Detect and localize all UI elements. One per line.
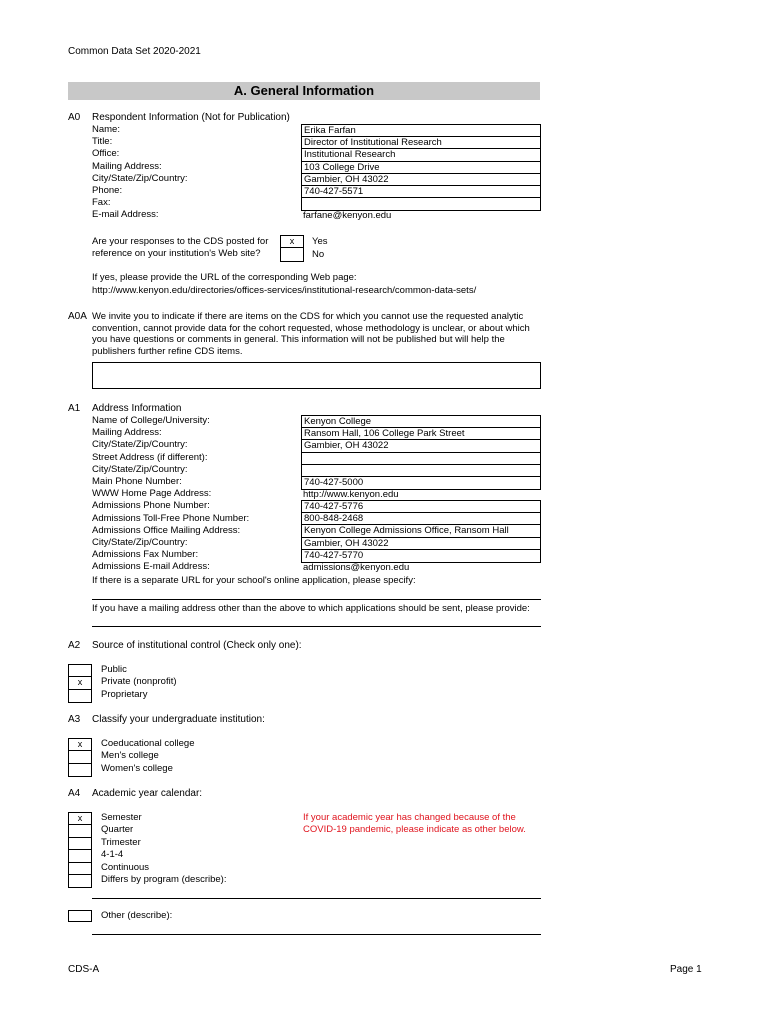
field-label: City/State/Zip/Country:	[92, 463, 188, 475]
other-checkbox[interactable]	[68, 910, 92, 922]
admissions-city-state-zip-field[interactable]: Gambier, OH 43022	[302, 538, 540, 550]
a3-checkboxes	[68, 738, 92, 777]
option-label: Quarter	[101, 824, 134, 836]
mens-college-checkbox[interactable]	[69, 751, 91, 763]
document-header: Common Data Set 2020-2021	[68, 46, 201, 57]
field-label: WWW Home Page Address:	[92, 488, 212, 500]
differs-line[interactable]	[92, 898, 541, 899]
mailing-prompt: If you have a mailing address other than the above to which applications should be sent, please provide:	[92, 603, 530, 614]
admissions-email-field[interactable]: admissions@kenyon.edu	[303, 562, 410, 573]
no-label: No	[312, 249, 325, 260]
mailing-line[interactable]	[92, 626, 541, 627]
main-phone-field[interactable]: 740-427-5000	[304, 476, 364, 488]
name-field[interactable]: Erika Farfan	[302, 125, 540, 137]
other-label: Other (describe):	[101, 910, 173, 921]
yes-label: Yes	[312, 236, 328, 247]
option-label: Continuous	[101, 861, 150, 873]
differs-checkbox[interactable]	[69, 875, 91, 887]
a0a-response-box[interactable]	[92, 362, 541, 389]
a0a-code: A0A	[68, 311, 87, 322]
field-label: Admissions Toll-Free Phone Number:	[92, 512, 250, 524]
covid-note	[303, 812, 526, 836]
posted-question-line: Are your responses to the CDS posted for	[92, 236, 269, 247]
a1-title: Address Information	[92, 403, 182, 414]
proprietary-checkbox[interactable]	[69, 690, 91, 702]
yes-checkbox[interactable]: x	[281, 236, 303, 248]
no-checkbox[interactable]	[281, 248, 303, 260]
field-label: E-mail Address:	[92, 209, 159, 221]
admissions-fax-field[interactable]: 740-427-5770	[304, 549, 364, 561]
field-label: Phone:	[92, 185, 123, 197]
field-label: Fax:	[92, 197, 111, 209]
other-line[interactable]	[92, 934, 541, 935]
a2-checkboxes	[68, 664, 92, 703]
city-state-zip-field[interactable]: Gambier, OH 43022	[302, 440, 540, 452]
a4-options	[101, 812, 226, 886]
option-label: Proprietary	[101, 688, 148, 700]
option-label: Public	[101, 664, 127, 675]
url-prompt: If yes, please provide the URL of the corresponding Web page:	[92, 272, 357, 283]
footer-left: CDS-A	[68, 964, 100, 975]
a2-options	[101, 664, 177, 701]
posted-checkboxes	[280, 235, 304, 262]
a0-labels	[92, 124, 188, 222]
a2-code: A2	[68, 640, 81, 651]
a1-labels	[92, 415, 249, 574]
online-app-prompt: If there is a separate URL for your school's online application, please specify:	[92, 575, 416, 586]
private-checkbox[interactable]: x	[69, 677, 91, 689]
field-label: Main Phone Number:	[92, 476, 182, 488]
covid-note-line: If your academic year has changed because of the	[303, 812, 516, 823]
url-value[interactable]: http://www.kenyon.edu/directories/offices-services/institutional-research/common-data-sets/	[92, 285, 477, 296]
mailing-address-field[interactable]: 103 College Drive	[302, 162, 540, 174]
mailing-address-field[interactable]: Ransom Hall, 106 College Park Street	[302, 428, 540, 440]
public-checkbox[interactable]	[69, 665, 91, 677]
street-address-field[interactable]	[302, 453, 540, 465]
field-label: Title:	[92, 136, 113, 148]
a4-checkboxes	[68, 812, 92, 888]
option-label: Private (nonprofit)	[101, 676, 177, 688]
field-label: Admissions Office Mailing Address:	[92, 524, 241, 536]
a0-code: A0	[68, 112, 81, 123]
www-field[interactable]: http://www.kenyon.edu	[303, 489, 399, 500]
college-name-field[interactable]: Kenyon College	[302, 416, 540, 428]
field-label: Name of College/University:	[92, 415, 210, 426]
posted-question	[92, 236, 268, 259]
a4-title: Academic year calendar:	[92, 788, 203, 799]
section-banner	[68, 82, 540, 100]
city-state-zip-2-field[interactable]	[302, 465, 540, 477]
option-label: 4-1-4	[101, 849, 124, 861]
coeducational-checkbox[interactable]: x	[69, 739, 91, 751]
option-label: Differs by program (describe):	[101, 874, 227, 886]
field-label: Admissions Phone Number:	[92, 500, 210, 512]
a4-code: A4	[68, 788, 81, 799]
option-label: Women's college	[101, 762, 173, 774]
field-label: City/State/Zip/Country:	[92, 439, 188, 451]
a0-title: Respondent Information (Not for Publication)	[92, 112, 290, 123]
email-field[interactable]: farfane@kenyon.edu	[303, 210, 392, 221]
trimester-checkbox[interactable]	[69, 838, 91, 850]
field-label: Street Address (if different):	[92, 451, 208, 463]
section-title: A. General Information	[233, 83, 375, 98]
admissions-phone-field[interactable]: 740-427-5776	[302, 501, 540, 513]
city-state-zip-field[interactable]: Gambier, OH 43022	[302, 174, 540, 186]
field-label: City/State/Zip/Country:	[92, 172, 188, 184]
a3-code: A3	[68, 714, 81, 725]
fax-field[interactable]	[302, 198, 540, 210]
option-label: Trimester	[101, 836, 141, 848]
field-label: Name:	[92, 124, 120, 135]
semester-checkbox[interactable]: x	[69, 813, 91, 825]
a0a-text: We invite you to indicate if there are items on the CDS for which you cannot use the requested analytic convention, cannot provide data for the cohort requested, whose methodology is unclear, or about which you have questions or comments in general. This information will not be published but will help the publishers further refine CDS items.	[92, 311, 530, 357]
phone-field[interactable]: 740-427-5571	[302, 186, 540, 198]
covid-note-line: COVID-19 pandemic, please indicate as other below.	[303, 824, 526, 835]
a1-value-box-1	[301, 415, 541, 490]
online-app-line[interactable]	[92, 599, 541, 600]
option-label: Men's college	[101, 750, 159, 762]
page-number: Page 1	[670, 964, 702, 975]
a2-title: Source of institutional control (Check only one):	[92, 640, 302, 651]
office-field[interactable]: Institutional Research	[302, 149, 540, 161]
four-one-four-checkbox[interactable]	[69, 850, 91, 862]
a3-options	[101, 738, 194, 775]
a3-title: Classify your undergraduate institution:	[92, 714, 265, 725]
field-label: Mailing Address:	[92, 427, 162, 439]
option-label: Coeducational college	[101, 738, 195, 749]
a0-value-box	[301, 124, 541, 211]
field-label: City/State/Zip/Country:	[92, 537, 188, 549]
admissions-toll-free-field[interactable]: 800-848-2468	[302, 513, 540, 525]
a1-value-box-2	[301, 500, 541, 563]
field-label: Admissions E-mail Address:	[92, 561, 210, 573]
womens-college-checkbox[interactable]	[69, 764, 91, 776]
field-label: Admissions Fax Number:	[92, 549, 199, 561]
admissions-mailing-address-field[interactable]: Kenyon College Admissions Office, Ransom Hall	[302, 525, 540, 537]
quarter-checkbox[interactable]	[69, 825, 91, 837]
continuous-checkbox[interactable]	[69, 863, 91, 875]
a1-code: A1	[68, 403, 81, 414]
option-label: Semester	[101, 812, 142, 823]
field-label: Mailing Address:	[92, 160, 162, 172]
title-field[interactable]: Director of Institutional Research	[302, 137, 540, 149]
posted-question-line: reference on your institution's Web site?	[92, 247, 261, 259]
field-label: Office:	[92, 148, 120, 160]
